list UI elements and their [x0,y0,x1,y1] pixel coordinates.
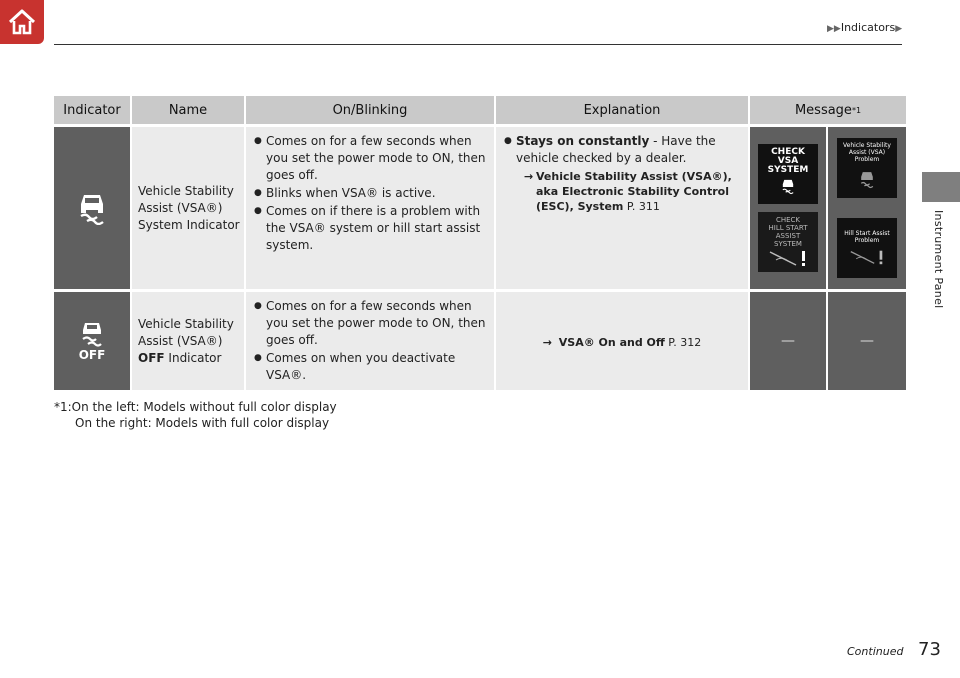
msg-line: SYSTEM [767,165,809,175]
continued-label: Continued [847,645,904,658]
message-check-hill-start [758,212,818,272]
indicator-table [54,96,906,390]
section-label: Instrument Panel [932,210,945,309]
reference-page: P. 312 [668,335,702,349]
msg-line: SYSTEM [774,240,802,248]
hill-start-icon [847,248,887,266]
explanation-item [504,133,740,167]
name-rest: Indicator [164,350,222,365]
indicator-cell [54,127,132,289]
msg-line: ASSIST [775,232,801,240]
message-cell-right [828,292,906,390]
reference-text: Vehicle Stability Assist (VSA®), aka Electronic Stability Control (ESC), System [536,170,732,213]
explanation-text: - Have the vehicle checked by a dealer. [516,134,716,165]
bullet-item: ● Comes on when you deactivate VSA®. [254,350,488,384]
col-message-note: *1 [851,105,862,115]
breadcrumb-arrows: ▶▶ [827,24,841,34]
reference-text: VSA® On and Off [558,335,665,349]
col-explanation: Explanation [496,96,750,124]
col-on-blinking: On/Blinking [246,96,496,124]
msg-line: Problem [854,237,880,244]
no-message-dash: — [781,333,795,349]
breadcrumb-label: Indicators [840,21,896,34]
name-cell [132,127,246,289]
hill-start-icon [766,248,810,268]
bullet-item: ● Comes on for a few seconds when you set the power mode to ON, then goes off. [254,133,488,184]
page-reference-link[interactable] [504,169,740,214]
msg-line: Hill Start Assist [844,230,890,237]
vsa-off-icon [74,321,110,361]
table-row [54,127,906,289]
explanation-bold: Stays on constantly [516,134,650,148]
message-cell-left [750,127,828,289]
msg-line: VSA [777,156,799,166]
breadcrumb[interactable] [827,21,902,34]
name-bold: OFF [138,350,165,365]
name-line: System Indicator [138,217,240,232]
on-blinking-cell [246,127,496,289]
footnote [54,399,337,431]
explanation-cell [496,127,750,289]
msg-line: Problem [854,156,880,163]
col-message [750,96,906,124]
home-icon [7,8,37,36]
name-cell [132,292,246,390]
reference-arrow-icon: → [542,335,552,349]
col-indicator: Indicator [54,96,132,124]
vsa-skid-icon [75,191,109,225]
svg-text:OFF: OFF [78,348,106,361]
bullet-item: ● Blinks when VSA® is active. [254,185,488,202]
message-cell-right [828,127,906,289]
msg-line: Vehicle Stability [843,142,891,149]
msg-line: Assist (VSA) [848,149,886,156]
page-reference-link[interactable] [543,335,701,350]
no-message-dash: — [860,333,874,349]
vsa-skid-icon [780,177,796,195]
msg-line: CHECK [771,147,805,157]
on-blinking-cell [246,292,496,390]
bullet-item: ● Comes on for a few seconds when you set the power mode to ON, then goes off. [254,298,488,349]
indicator-cell [54,292,132,390]
footnote-line: On the right: Models with full color display [75,416,330,430]
reference-page: P. 311 [626,200,660,213]
name-line: Vehicle Stability [138,316,234,331]
col-name: Name [132,96,246,124]
name-line [138,350,234,367]
msg-line: HILL START [768,224,808,232]
name-line: Vehicle Stability [138,183,234,198]
col-message-label: Message [794,102,852,118]
message-check-vsa [758,144,818,204]
reference-arrow-icon: → [524,170,534,183]
message-cell-left [750,292,828,390]
name-line: Assist (VSA®) [138,200,223,215]
explanation-cell [496,292,750,390]
name-line: Assist (VSA®) [138,333,223,348]
home-button[interactable] [0,0,44,44]
footnote-line: *1:On the left: Models without full color display [54,400,337,414]
header-rule [54,44,902,45]
section-tab[interactable] [922,172,960,202]
bullet-item: ● Comes on if there is a problem with the VSA® system or hill start assist system. [254,203,488,254]
msg-line: CHECK [775,216,801,224]
message-hill-start-problem [837,218,897,278]
table-row [54,292,906,390]
message-vsa-problem [837,138,897,198]
table-header [54,96,906,124]
breadcrumb-arrow: ▶ [895,24,903,34]
vsa-skid-icon [858,169,876,189]
page-number: 73 [918,639,941,660]
